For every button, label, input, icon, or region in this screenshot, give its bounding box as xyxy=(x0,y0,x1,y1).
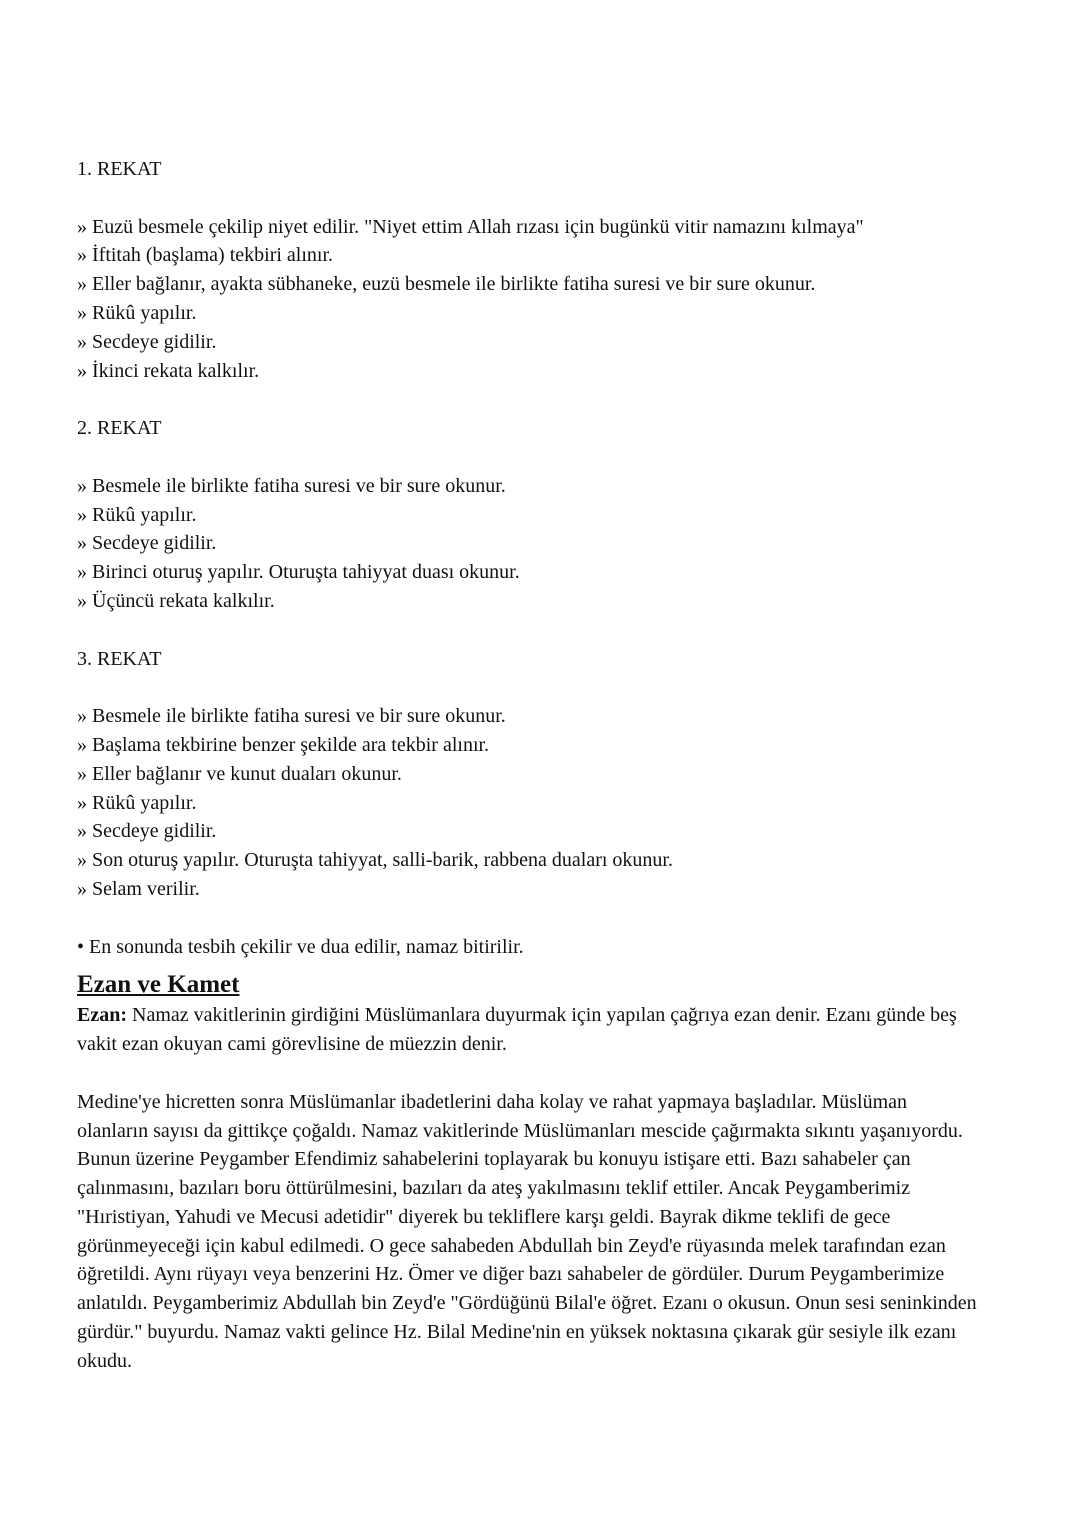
rekat-2-heading: 2. REKAT xyxy=(77,417,162,440)
step-line: » Secdeye gidilir. xyxy=(77,330,217,353)
rekat-3-heading: 3. REKAT xyxy=(77,647,162,670)
definition-text: Namaz vakitlerinin girdiğini Müslümanlara duyurmak için yapılan çağrıya ezan denir. Ezanı günde beş vakit ezan okuyan cami görevlisine de müezzin denir. xyxy=(77,1004,957,1056)
step-line: » Selam verilir. xyxy=(77,877,200,900)
step-line: » Eller bağlanır ve kunut duaları okunur. xyxy=(77,762,402,785)
step-line: » Rükû yapılır. xyxy=(77,301,197,324)
closing-note: • En sonunda tesbih çekilir ve dua edilir, namaz bitirilir. xyxy=(77,935,524,958)
ezan-definition xyxy=(77,1001,977,1059)
step-line: » Besmele ile birlikte fatiha suresi ve bir sure okunur. xyxy=(77,474,506,497)
step-line: » Rükû yapılır. xyxy=(77,503,197,526)
document-page xyxy=(77,155,977,1376)
step-line: » İkinci rekata kalkılır. xyxy=(77,359,260,382)
step-line: » Birinci oturuş yapılır. Oturuşta tahiyyat duası okunur. xyxy=(77,561,520,584)
step-line: » Besmele ile birlikte fatiha suresi ve bir sure okunur. xyxy=(77,705,506,728)
step-line: » Secdeye gidilir. xyxy=(77,820,217,843)
step-line: » Eller bağlanır, ayakta sübhaneke, euzü besmele ile birlikte fatiha suresi ve bir sure okunur. xyxy=(77,273,816,296)
step-line: » Başlama tekbirine benzer şekilde ara tekbir alınır. xyxy=(77,733,490,756)
rekat-1-heading: 1. REKAT xyxy=(77,158,162,180)
step-line: » Üçüncü rekata kalkılır. xyxy=(77,589,275,612)
section-title-ezan-ve-kamet: Ezan ve Kamet xyxy=(77,971,240,999)
rekat-1-steps xyxy=(77,213,977,386)
step-line: » Son oturuş yapılır. Oturuşta tahiyyat, salli-barik, rabbena duaları okunur. xyxy=(77,849,673,872)
ezan-history-paragraph: Medine'ye hicretten sonra Müslümanlar ibadetlerini daha kolay ve rahat yapmaya başladılar. Müslüman olanların sayısı da gittikçe çoğaldı. Namaz vakitlerinde Müslümanları mescide çağırmakta sıkıntı yaşanıyordu. Bunun üzerine Peygamber Efendimiz sahabelerini toplayarak bu konuyu istişare etti. Bazı sahabeler çan çalınmasını, bazıları boru öttürülmesini, bazıları da ateş yakılmasını teklif ettiler. Ancak Peygamberimiz "Hıristiyan, Yahudi ve Mecusi adetidir" diyerek bu tekliflere karşı geldi. Bayrak dikme teklifi de gece görünmeyeceği için kabul edilmedi. O gece sahabeden Abdullah bin Zeyd'e rüyasında melek tarafından ezan öğretildi. Aynı rüyayı veya benzerini Hz. Ömer ve diğer bazı sahabeler de gördüler. Durum Peygamberimize anlatıldı. Peygamberimiz Abdullah bin Zeyd'e "Gördüğünü Bilal'e öğret. Ezanı o okusun. Onun sesi seninkinden gürdür." buyurdu. Namaz vakti gelince Hz. Bilal Medine'nin en yüksek noktasına çıkarak gür sesiyle ilk ezanı okudu. xyxy=(77,1090,977,1372)
step-line: » İftitah (başlama) tekbiri alınır. xyxy=(77,244,334,267)
definition-term: Ezan: xyxy=(77,1004,127,1027)
rekat-3-steps xyxy=(77,702,977,904)
step-line: » Secdeye gidilir. xyxy=(77,532,217,555)
step-line: » Rükû yapılır. xyxy=(77,791,197,814)
rekat-2-steps xyxy=(77,472,977,616)
step-line: » Euzü besmele çekilip niyet edilir. "Niyet ettim Allah rızası için bugünkü vitir namazını kılmaya" xyxy=(77,215,864,238)
